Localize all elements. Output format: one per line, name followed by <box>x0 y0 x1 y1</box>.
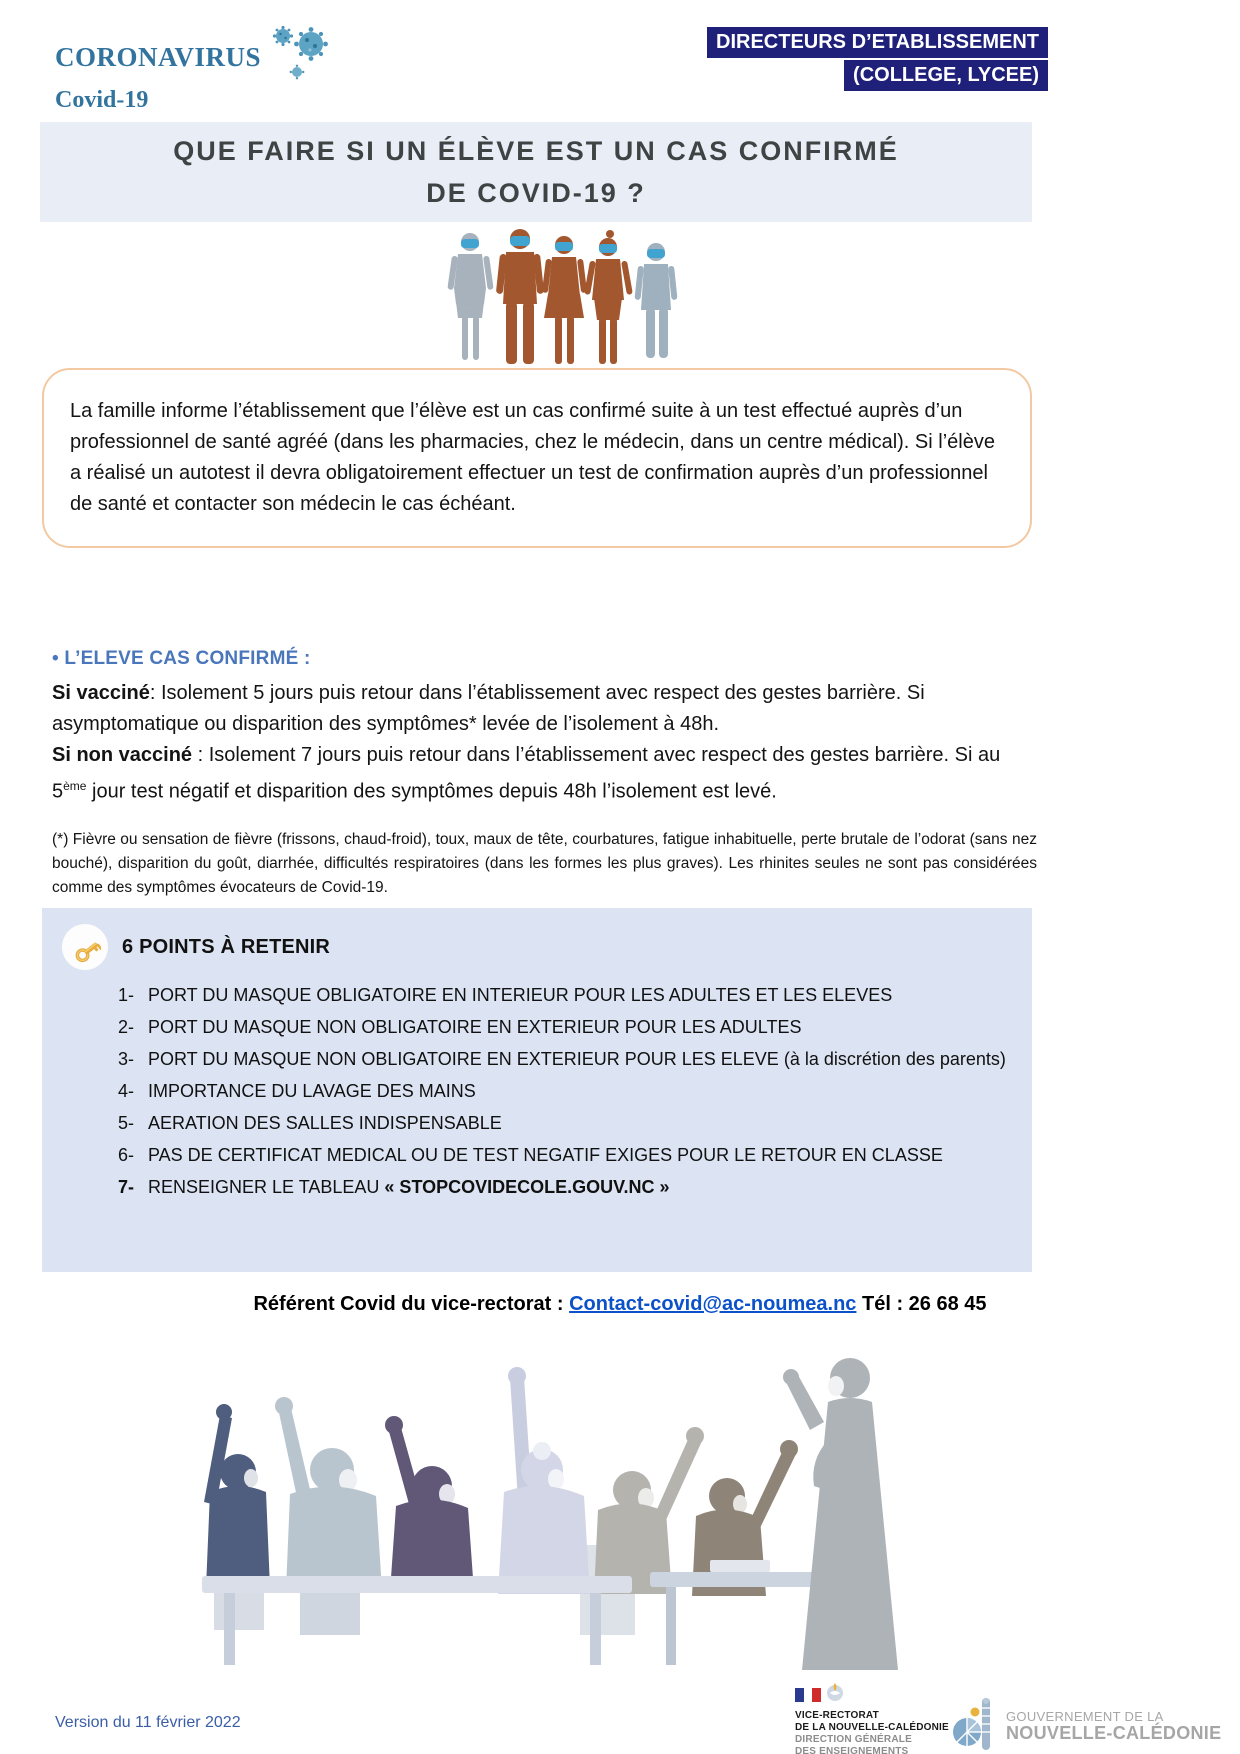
vr-line1: VICE-RECTORAT <box>795 1710 879 1721</box>
unvaccinated-label: Si non vacciné <box>52 744 193 766</box>
list-item: 7- RENSEIGNER LE TABLEAU « STOPCOVIDECOLE.GOUV.NC » <box>118 1177 670 1197</box>
covid-contact-line <box>0 1293 1240 1316</box>
vaccinated-label: Si vacciné <box>52 682 150 704</box>
coronavirus-logo-subtitle: Covid-19 <box>55 87 149 113</box>
page-title-line2: DE COVID-19 ? <box>426 178 646 208</box>
list-item: 6- PAS DE CERTIFICAT MEDICAL OU DE TEST NEGATIF EXIGES POUR LE RETOUR EN CLASSE <box>118 1145 943 1165</box>
coronavirus-logo <box>55 24 315 113</box>
page-title-line1: QUE FAIRE SI UN ÉLÈVE EST UN CAS CONFIRMÉ <box>173 136 899 166</box>
unvaccinated-rule <box>52 740 1037 808</box>
list-item: 2- PORT DU MASQUE NON OBLIGATOIRE EN EXTERIEUR POUR LES ADULTES <box>118 1017 802 1037</box>
gov-line2: NOUVELLE-CALÉDONIE <box>1006 1722 1222 1743</box>
vr-line3: DIRECTION GÉNÉRALE <box>795 1734 912 1745</box>
key-icon <box>62 924 108 970</box>
contact-email-link[interactable]: Contact-covid@ac-noumea.nc <box>569 1293 857 1315</box>
page-title <box>40 122 1032 222</box>
audience-banner-line1: DIRECTEURS D’ETABLISSEMENT <box>707 27 1048 58</box>
marianne-emblem-icon <box>826 1682 844 1707</box>
key-points-box <box>42 908 1032 1272</box>
key-points-heading: 6 POINTS À RETENIR <box>122 935 331 958</box>
classroom-illustration <box>150 1320 910 1675</box>
symptoms-footnote: (*) Fièvre ou sensation de fièvre (frissons, chaud-froid), toux, maux de tête, courbatures, fatigue inhabituelle, perte brutale de l’odorat (sans nez bouché), disparition du goût, diarrhée, difficultés respiratoires (dans les formes les plus graves). Les rhinites seules ne sont pas considérées comme des symptômes évocateurs de Covid-19. <box>52 831 1037 896</box>
list-item: 4- IMPORTANCE DU LAVAGE DES MAINS <box>118 1081 476 1101</box>
virus-cluster-icon <box>267 24 331 87</box>
vr-line2: DE LA NOUVELLE-CALÉDONIE <box>795 1722 949 1733</box>
coronavirus-logo-title: CORONAVIRUS <box>55 42 262 72</box>
masked-people-illustration <box>438 226 688 371</box>
confirmed-case-heading: • L’ELEVE CAS CONFIRMÉ : <box>52 648 311 669</box>
key-points-list <box>118 984 1012 1199</box>
list-item: 1- PORT DU MASQUE OBLIGATOIRE EN INTERIEUR POUR LES ADULTES ET LES ELEVES <box>118 985 893 1005</box>
vaccinated-text: : Isolement 5 jours puis retour dans l’établissement avec respect des gestes barrière. Si asymptomatique ou disparition des symptômes* levée de l’isolement à 48h. <box>52 682 925 735</box>
unvaccinated-text-2: jour test négatif et disparition des symptômes depuis 48h l’isolement est levé. <box>86 780 777 803</box>
list-item: 3- PORT DU MASQUE NON OBLIGATOIRE EN EXTERIEUR POUR LES ELEVE (à la discrétion des parents) <box>118 1049 1006 1069</box>
contact-label: Référent Covid du vice-rectorat : <box>253 1293 570 1315</box>
ordinal-superscript: ème <box>63 779 87 793</box>
item7-bold: « STOPCOVIDECOLE.GOUV.NC » <box>384 1177 670 1197</box>
nc-government-emblem-icon <box>950 1694 998 1754</box>
audience-banner-line2: (COLLEGE, LYCEE) <box>844 60 1048 91</box>
family-information-text: La famille informe l’établissement que l’élève est un cas confirmé suite à un test effectué auprès d’un professionnel de santé agréé (dans les pharmacies, chez le médecin, dans un centre médical). Si l’élève a réalisé un autotest il devra obligatoirement effectuer un test de confirmation auprès d’un professionnel de santé et contacter son médecin le cas échéant. <box>70 400 995 515</box>
audience-banner <box>707 27 1048 91</box>
contact-tel: Tél : 26 68 45 <box>856 1293 987 1315</box>
version-label: Version du 11 février 2022 <box>55 1714 241 1731</box>
gouvernement-logo <box>950 1694 1221 1754</box>
vr-line4: DES ENSEIGNEMENTS <box>795 1746 909 1754</box>
unvaccinated-text-1: : Isolement 7 jours puis retour dans l’établissement avec respect des gestes barrière. Si au 5 <box>52 744 1001 803</box>
list-item: 5- AERATION DES SALLES INDISPENSABLE <box>118 1113 502 1133</box>
vice-rectorat-logo <box>795 1682 949 1754</box>
confirmed-case-section <box>52 648 1037 808</box>
family-information-box <box>42 368 1032 548</box>
gov-line1: GOUVERNEMENT DE LA <box>1006 1708 1164 1724</box>
vaccinated-rule <box>52 678 1037 740</box>
french-flag-icon <box>795 1688 821 1707</box>
item7-regular: RENSEIGNER LE TABLEAU <box>148 1177 385 1197</box>
